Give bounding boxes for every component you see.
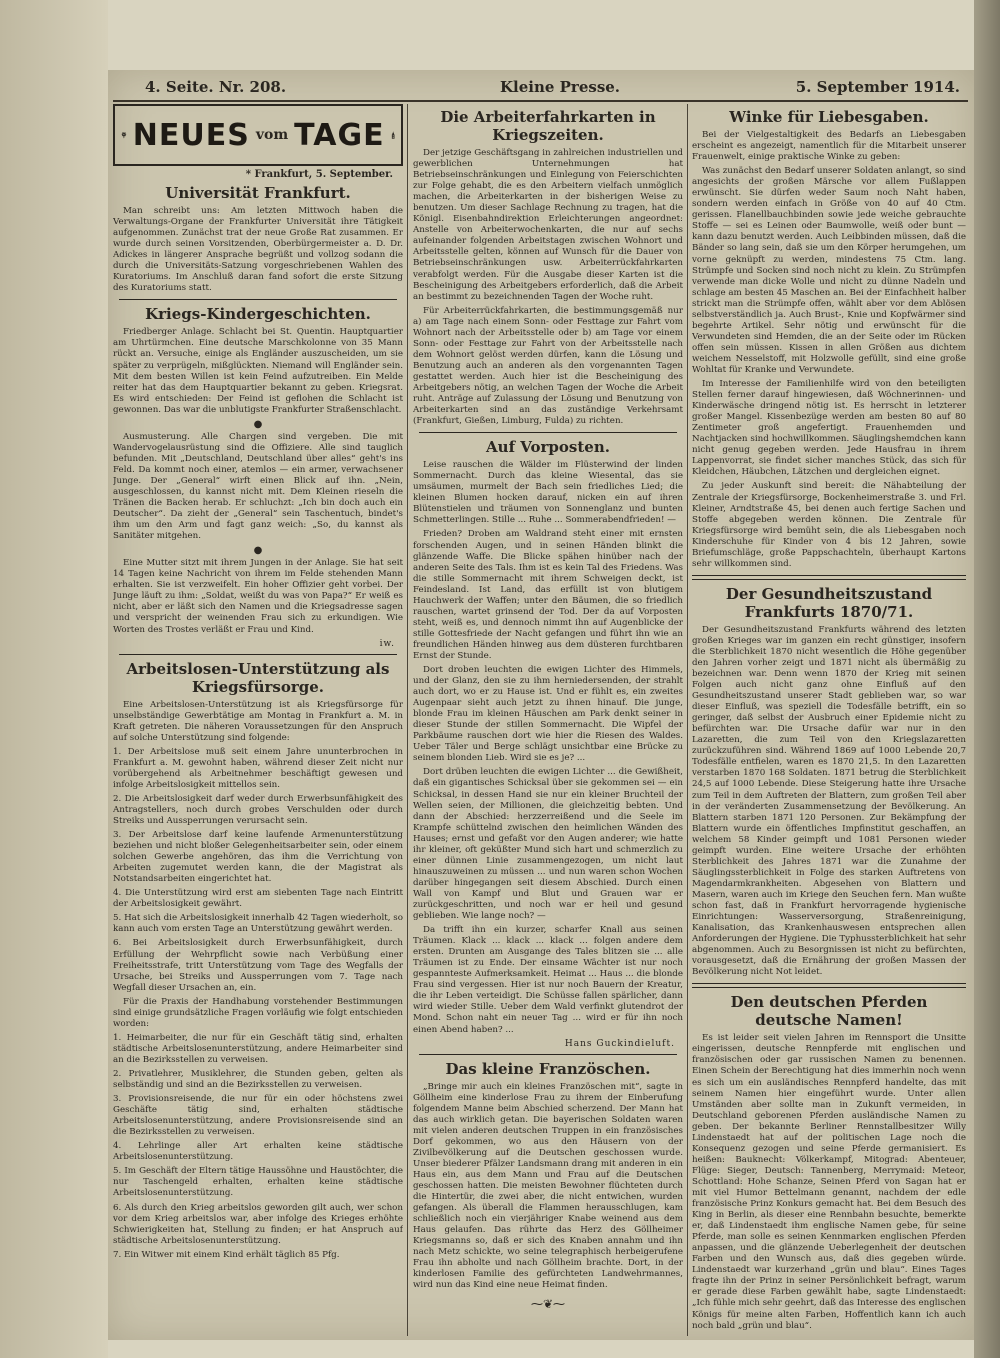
dateline: * Frankfurt, 5. September. — [245, 169, 393, 180]
article-title: Die Arbeiterfahrkarten in Kriegszeiten. — [440, 108, 656, 144]
cathedral-icon — [391, 109, 395, 161]
article-title: Kriegs-Kindergeschichten. — [145, 305, 371, 324]
divider — [119, 299, 397, 300]
list-item: 5. Hat sich die Arbeitslosigkeit innerhalb 42 Tagen wiederholt, so kann auch vom ersten Tage an Unterstützung gewährt werden. — [113, 913, 403, 935]
list-item: 4. Lehrlinge aller Art erhalten keine städtische Arbeitslosenunterstützung. — [113, 1141, 403, 1163]
bullet-separator: ● — [253, 545, 263, 557]
article-paragraph: Man schreibt uns: Am letzten Mittwoch haben die Verwaltungs-Organe der Frankfurter Universität ihre Tätigkeit aufgenommen. Zunächst trat der neue Große Rat zusammen. Er wurde durch seinen Vorsitzenden, Oberbürgermeister a. D. Dr. Adickes in längerer Ansprache begrüßt und vollzog sodann die durch die Universitäts-Satzung vorgeschriebenen Wahlen des Kuratoriums. Im Anschluß daran fand sofort die erste Sitzung des Kuratoriums statt. — [113, 206, 403, 294]
article-paragraph: Bei der Vielgestaltigkeit des Bedarfs an Liebesgaben erscheint es angezeigt, namentlich für die Mitarbeit unserer Frauenwelt, einige praktische Winke zu geben: — [692, 130, 966, 163]
book-binding — [0, 0, 108, 1358]
article-paragraph: Friedberger Anlage. Schlacht bei St. Quentin. Hauptquartier am Uhrtürmchen. Eine deutsche Marschkolonne von 35 Mann rückt an. Versuche, einige als Engländer auszuscheiden, um sie später zu verprügeln, mißglückten. Niemand will Engländer sein. Mit dem besten Willen ist kein Feind aufzutreiben. Ein Melde reiter hat das dem Hauptquartier bekannt zu geben. Kriegsrat. Es wird entschieden: Der Feind ist geflohen die Schlacht ist gewonnen. Das war die unblutigste Frankfurter Straßenschlacht. — [113, 327, 403, 415]
page-header — [145, 78, 960, 100]
list-item: 4. Die Unterstützung wird erst am siebenten Tage nach Eintritt der Arbeitslosigkeit gewährt. — [113, 888, 403, 910]
article-paragraph: Für Arbeiterrückfahrkarten, die bestimmungsgemäß nur a) am Tage nach einem Sonn- oder Festtage zur Fahrt vom Wohnort nach der Arbeitsstelle oder b) am Tage vor einem Sonn- oder Festtage zur Fahrt von der Arbeitsstelle nach dem Wohnort gelöst werden dürfen, kann die Lösung und Benutzung auch an anderen als den vorgenannten Tagen gestattet werden. Auch hier ist die Bescheinigung des Arbeitgebers nötig, an welchen Tagen der Woche die Arbeit ruht. Anträge auf Zulassung der Lösung und Benutzung von Arbeiterkarten sind an das zuständige Verkehrsamt (Frankfurt, Gießen, Limburg, Fulda) zu richten. — [413, 305, 683, 427]
masthead-vom: vom — [255, 127, 289, 143]
divider — [419, 1054, 677, 1055]
list-item: 3. Provisionsreisende, die nur für ein oder höchstens zwei Geschäfte tätig sind, erhalten städtische Arbeitslosenunterstützung, andere Provisionsreisende sind an die Bezirksstellen zu verweisen. — [113, 1094, 403, 1138]
divider — [119, 654, 397, 655]
column-1 — [113, 104, 403, 1336]
column-divider — [687, 104, 688, 1336]
article-paragraph: Leise rauschen die Wälder im Flüsterwind der linden Sommernacht. Durch das kleine Wiesental, das sie umsäumen, murmelt der Bach sein friedliches Lied; die kleinen Blumen hocken darauf, nicken ein auf ihren Blütenstielen und träumen von Sonnenglanz und bunten Schmetterlingen. Stille ... Ruhe ... Sommerabendfrieden! — — [413, 460, 683, 526]
article-title: Arbeitslosen-Unterstützung als Kriegsfürsorge. — [126, 659, 390, 696]
article-title: Der Gesundheitszustand Frankfurts 1870/71. — [725, 584, 933, 621]
list-item: 3. Der Arbeitslose darf keine laufende Armenunterstützung beziehen und nicht bloßer Gelegenheitsarbeiter sein, oder einem solchen Gewerbe angehören, das ihm die Verrichtung von Arbeiten zugemutet werden kann, die der Magistrat als Notstandsarbeiten eingerichtet hat. — [113, 830, 403, 885]
article-title: Winke für Liebesgaben. — [729, 108, 929, 126]
article-title: Das kleine Französchen. — [445, 1059, 651, 1078]
article-paragraph: „Bringe mir auch ein kleines Französchen mit“, sagte in Göllheim eine kinderlose Frau zu ihrem der Einberufung folgendem Manne beim Abschied scherzend. Der Mann hat das auch wirklich getan. Die bayerischen Soldaten waren mit vielen anderen deutschen Truppen in ein französisches Dorf gekommen, wo aus den Häusern von der Zivilbevölkerung auf die Deutschen geschossen wurde. Unser biederer Pfälzer Landsmann drang mit anderen in ein Haus ein, aus dem Mann und Frau auf die Deutschen geschossen hatten. Die meisten Bewohner flüchteten durch die Hintertür, die zwei aber, die nicht entwichen, wurden gefangen. Als überall die Flammen herausschlugen, kam schließlich noch ein vierjähriger Knabe weinend aus dem Haus gelaufen. Das rührte das Herz des Göllheimer Kriegsmanns so, daß er sich des Knaben annahm und ihn nach Metz schickte, wo seine telegraphisch herbeigerufene Frau ihn abholte und nach Göllheim brachte. Dort, in der kinderlosen Familie des gefürchteten Landwehrmannes, wird nun das Kind eine neue Heimat finden. — [413, 1081, 683, 1291]
divider — [692, 983, 966, 988]
page-edge — [974, 0, 1000, 1358]
article-paragraph: Der jetzige Geschäftsgang in zahlreichen industriellen und gewerblichen Unternehmungen hat Betriebseinschränkungen und Einlegung von Feierschichten zur Folge gehabt, die es den Arbeitern vielfach unmöglich machen, die Arbeiterkarten in der bisherigen Weise zu benutzen. Um dieser Sachlage Rechnung zu tragen, hat die Königl. Eisenbahndirektion Erleichterungen angeordnet: Anstelle von Arbeiterwochenkarten, die nur auf sechs aufeinander folgenden Arbeitstagen zwischen Wohnort und Arbeitsstelle gelten, können auf Wunsch für die Dauer von Betriebseinschränkungen usw. Arbeiterrückfahrkarten verabfolgt werden. Für die Ausgabe dieser Karten ist die Bescheinigung des Arbeitgebers erforderlich, daß die Arbeit an bestimmt zu bezeichnenden Tagen der Woche ruht. — [413, 148, 683, 302]
column-divider — [407, 104, 408, 1336]
article-paragraph: Ausmusterung. Alle Chargen sind vergeben. Die mit Wandervogelausrüstung sind die Offiziere. Alle sind tauglich befunden. Mit „Deutschland, Deutschland über alles“ geht's ins Feld. Da kommt noch einer, atemlos — ein armer, verwachsener Junge. Der „General“ wirft einen Blick auf ihn. „Nein, ausgeschlossen, du kannst nicht mit. Dem Kleinen rieseln die Tränen die Backen herab. Er schluchzt: „Ich bin doch auch ein Deutscher“. Da zieht der „General“ sein Taschentuch, bindet's ihm um den Arm und fagt ganz weich: „So, du kannst als Sanitäter mitgehen. — [113, 431, 403, 542]
article-signature: Hans Guckindieluft. — [564, 1038, 675, 1049]
article-paragraph: Es ist leider seit vielen Jahren im Rennsport die Unsitte eingerissen, deutsche Rennpferde mit englischen und französischen oder gar russischen Namen zu benennen. Einen Schein der Berechtigung hat dies immerhin noch wenn es sich um ein ausländisches Rennpferd handelte, das mit seinem Namen hier eingeführt wurde. Unter allen Umständen aber sollte man in Zukunft vermeiden, in Deutschland geborenen Pferden ausländische Namen zu geben. Der bekannte Berliner Rennstallbesitzer Willy Lindenstaedt hat auf der politischen Lage noch die Konsequenz gezogen und seine Pferde germanisiert. Es heißen: Bauknecht: Völkerkampf, Mitograd: Abenteuer, Flüge: Sieger, Deutsch: Tannenberg, Merrymaid: Meteor, Schottland: Hohe Schanze, Seinen Pferd von Sagan hat er mit viel Humor Bettelmann genannt, nachdem der edle französische Prinz Konkurs gemacht hat. Bei dem Besuch des King in Berlin, als dieser eine Rennbahn besuchte, bemerkte er, daß Lindenstaedt ihm englische Namen gebe, für seine Pferde, man solle es seinen Kennmarken englischen Pferden anpassen, und die glänzende Ueberlegenheit der deutschen Farben und den Wunsch aus, daß dies gegeben würde. Lindenstaedt war kurzerhand „grün und blau“. Eines Tages fragte ihn der Prinz in seiner Persönlichkeit befragt, warum er gerade diese Farben gewählt habe, sagte Lindenstaedt: „Ich fühle mich sehr geehrt, daß das Interesse des englischen Königs für meine alten Farben, Hoffentlich kann ich auch noch bald „grün und blau“. — [692, 1033, 966, 1331]
header-date: 5. September 1914. — [795, 78, 960, 96]
masthead-title: NEUES — [132, 117, 250, 153]
divider — [419, 432, 677, 433]
column-2 — [413, 104, 683, 1336]
masthead-tage: TAGE — [294, 117, 385, 153]
article-paragraph: Für die Praxis der Handhabung vorstehender Bestimmungen sind einige grundsätzliche Fragen vorläufig wie folgt entschieden worden: — [113, 996, 403, 1029]
list-item: 1. Der Arbeitslose muß seit einem Jahre ununterbrochen in Frankfurt a. M. gewohnt haben, während dieser Zeit nicht nur vorübergehend als Arbeitnehmer beschäftigt gewesen und infolge Arbeitslosigkeit mittellos sein. — [113, 746, 403, 790]
list-item: 5. Im Geschäft der Eltern tätige Haussöhne und Haustöchter, die nur Taschengeld erhalten, erhalten keine städtische Arbeitslosenunterstützung. — [113, 1166, 403, 1199]
article-title: Den deutschen Pferden deutsche Namen! — [730, 993, 928, 1030]
eagle-icon — [121, 110, 127, 160]
list-item: 1. Heimarbeiter, die nur für ein Geschäft tätig sind, erhalten städtische Arbeitslosenunterstützung, andere Heimarbeiter sind an die Bezirksstellen zu verweisen. — [113, 1032, 403, 1065]
header-paper-name: Kleine Presse. — [500, 78, 621, 96]
article-paragraph: Dort droben leuchten die ewigen Lichter des Himmels, und der Glanz, den sie zu ihm herniedersenden, der strahlt auch dort, wo er zu Hause ist. Und er fühlt es, ein zweites Augenpaar sieht auch jetzt zu ihnen hinauf. Die junge, blonde Frau im kleinen Häuschen am Park denkt seiner in dieser Stunde der stillen Sommernacht. Die Wipfel der Parkbäume rauschen dort wie hier die Riesen des Waldes. Ueber Täler und Berge schlägt unsichtbar eine Brücke zu seinem blonden Lieb. Wird sie es je? ... — [413, 665, 683, 764]
header-page-number: 4. Seite. Nr. 208. — [145, 78, 287, 96]
article-title: Auf Vorposten. — [486, 438, 610, 457]
article-paragraph: Zu jeder Auskunft sind bereit: die Nähabteilung der Zentrale der Kriegsfürsorge, Bockenheimerstraße 3. und Frl. Kleiner, Arndtstraße 45, bei denen auch fertige Sachen und Stoffe abgegeben werden können. Die Zentrale für Kriegsfürsorge wird bemüht sein, die als Liebesgaben noch Kinderschuhe für Kinder von 4 bis 12 Jahren, sowie Briefumschläge, große Pappschachteln, überhaupt Kartons sehr willkommen sind. — [692, 481, 966, 569]
article-paragraph: Frieden? Droben am Waldrand steht einer mit ernsten forschenden Augen, und in seinen Händen blinkt die glänzende Waffe. Die Blicke spähen hinüber nach der anderen Seite des Tals. Ihm ist es kein Tal des Friedens. Was die stille Sommernacht mit ihrem Schweigen deckt, ist Feindesland. Ist Land, das erfüllt ist von blutigem Hauchwerk der Waffen; unter den Bäumen, die so friedlich rauschen, wartet grinsend der Tod. Der da auf Vorposten steht, weiß es, und dennoch nimmt ihn auf Augenblicke der stille Gottesfriede der Nacht gefangen und führt ihn wie an freundlichen Händen hinweg aus dem düsteren furchtbaren Ernst der Stunde. — [413, 529, 683, 661]
article-paragraph: Was zunächst den Bedarf unserer Soldaten anlangt, so sind angesichts der großen Märsche vor allem Fußlappen erwünscht. Sie dürfen weder Saum noch Naht haben, sondern werden einfach in Größe von 40 auf 40 Ctm. gerissen. Flanellbauchbinden sowie jede weiche gebrauchte Stoffe — sei es Leinen oder Baumwolle, weiß oder bunt — kann dazu benutzt werden. Auch Leibbinden müssen, daß die Bänder so lang sein, daß sie um den Körper herumgehen, um vorne geknüpft zu werden, mindestens 75 Ctm. lang. Strümpfe und Socken sind noch nicht zu klein. Zu Strümpfen verwende man dicke Wolle und nicht zu dünne Nadeln und schlage am besten 45 Maschen an. Bei der Einfachheit halber strickt man die Strümpfe offen, wählt aber vor dem Ablösen selbstverständlich ja. Auch Brust-, Knie und Kopfwärmer sind begehrte Artikel. Sehr nötig und erwünscht für die Verwundeten sind Hemden, die an der Seite oder im Rücken offen sein müssen. Kissen in allen Größen aus dichtem weichem Nesselstoff, mit Holzwolle gefüllt, sind eine große Wohltat für Kranke und Verwundete. — [692, 166, 966, 375]
article-paragraph: Dort drüben leuchten die ewigen Lichter ... die Gewißheit, daß ein gigantisches Schicksal über sie gekommen sei — ein Schicksal, in dessen Hand sie nur ein kleiner Bruchteil der Wellen seien, der Millionen, die gleichzeitig bebten. Und dann der Abschied: herzzerreißend und die Seele im Krampfe schüttelnd zwischen den heimlichen Wänden des Hauses; ernst und gefaßt vor den Augen anderer; wie hatte ihr kleiner, oft geküßter Mund sich hart und schmerzlich zu einer dünnen Linie zusammengezogen, um nicht laut hinauszuweinen zu müssen ... und nun waren schon Wochen darüber hingegangen seit diesem Abschied. Durch einen Wall von Kampf und Blut und Grauen war er zurückgeschritten, und noch war er heil und gesund geblieben. Wie lange noch? — — [413, 767, 683, 922]
article-paragraph: Im Interesse der Familienhilfe wird von den beteiligten Stellen ferner darauf hingewiesen, daß Wöchnerinnen- und Kinderwäsche dringend nötig ist. Es herrscht in letzterer großer Mangel. Kissenbezüge werden am besten 80 auf 80 Zentimeter groß angefertigt. Frauenhemden und Nachtjacken sind hochwillkommen. Säuglingshemdchen kann nicht genug gegeben werden. Jede Hausfrau in ihrem Lappenvorrat, sie findet sicher manches Stück, das sich für Kleidchen, Häubchen, Lätzchen und dergleichen eignet. — [692, 379, 966, 478]
article-paragraph: Eine Mutter sitzt mit ihrem Jungen in der Anlage. Sie hat seit 14 Tagen keine Nachricht von ihrem im Felde stehenden Mann erhalten. Sie ist verzweifelt. Ein hoher Offizier geht vorbei. Der Junge läuft zu ihm: „Soldat, weißt du was von Papa?“ Er weiß es nicht, aber er läßt sich den Namen und die Kriegsadresse sagen und verspricht der weinenden Frau sich zu erkundigen. Wie Worten des Trostes verläßt er Frau und Kind. — [113, 558, 403, 635]
ornament-icon: ⁓❦⁓ — [530, 1297, 566, 1312]
list-item: 6. Als durch den Krieg arbeitslos geworden gilt auch, wer schon vor dem Krieg arbeitslos war, aber infolge des Krieges erhöhte Schwierigkeiten hat, Stellung zu finden; er hat Anspruch auf städtische Arbeitslosenunterstützung. — [113, 1202, 403, 1246]
article-signature: iw. — [379, 638, 395, 649]
article-paragraph: Eine Arbeitslosen-Unterstützung ist als Kriegsfürsorge für unselbständige Gewerbtätige am Montag in Frankfurt a. M. in Kraft getreten. Die näheren Voraussetzungen für den Anspruch auf solche Unterstützung sind folgende: — [113, 699, 403, 743]
divider — [692, 575, 966, 580]
article-title: Universität Frankfurt. — [165, 184, 351, 202]
section-masthead — [113, 104, 403, 166]
list-item: 6. Bei Arbeitslosigkeit durch Erwerbsunfähigkeit, durch Erfüllung der Wehrpflicht sowie nach Verbüßung einer Freiheitsstrafe, tritt Unterstützung vom Tage des Wegfalls der Ursache, bei Streiks und Aussperrungen vom 7. Tage nach Wegfall dieser Ursachen an, ein. — [113, 938, 403, 993]
column-3 — [692, 104, 966, 1336]
list-item: 2. Privatlehrer, Musiklehrer, die Stunden geben, gelten als selbständig und sind an die Bezirksstellen zu verweisen. — [113, 1069, 403, 1091]
article-paragraph: Der Gesundheitszustand Frankfurts während des letzten großen Krieges war im ganzen ein recht günstiger, insofern die Sterblichkeit 1870 nicht wesentlich die Höhe gegenüber den Jahren vorher zeigt und 1871 nicht als übermäßig zu bezeichnen war. Denn wenn 1870 der Krieg mit seinen Folgen auch nicht ganz ohne Einfluß auf den Gesundheitszustand unserer Stadt geblieben war, so war dieser Einfluß, was speziell die Todesfälle betrifft, ein so geringer, daß selbst der Ausbruch einer Epidemie nicht zu befürchten war. Die Ursache dafür war nur in den Lazaretten, die zum Teil von den Kriegslazaretten zurückzuführen sind. Während 1869 auf 1000 Lebende 20,7 Todesfälle entfielen, waren es 1870 21,5. In den Lazaretten verstarben 1870 168 Soldaten. 1871 betrug die Sterblichkeit 24,5 auf 1000 Lebende. Diese Steigerung hatte ihre Ursache zum Teil in dem Auftreten der Blattern, zum großen Teil aber in der veränderten Zusammensetzung der Bevölkerung. An Blattern starben 1871 120 Personen. Zur Bekämpfung der Blattern wurde ein öffentliches Impfinstitut geschaffen, an welchem 58 Kinder geimpft und 1081 Personen wieder geimpft wurden. Eine weitere Ursache der erhöhten Sterblichkeit des Jahres 1871 war die Zunahme der Säuglingssterblichkeit in Folge des starken Auftretens von Magendarmkrankheiten. Abgesehen von Blattern und Masern, waren auch im Kriege den Seuchen fern. Man wußte schon fast, daß in Frankfurt hervorragende hygienische Einrichtungen: Wasserversorgung, Straßenreinigung, Kanalisation, das Krankenhauswesen entsprechen allen Anforderungen der Hygiene. Die Typhussterblichkeit hat sehr abgenommen. Auch zu Besorgnissen ist nicht zu befürchten, vorausgesetzt, daß die Ernährung der großen Massen der Bevölkerung nicht Not leidet. — [692, 624, 966, 978]
header-rule — [113, 100, 968, 102]
article-paragraph: Da trifft ihn ein kurzer, scharfer Knall aus seinen Träumen. Klack ... klack ... klack ... folgen andere dem ersten. Drunten am Ausgange des Tales blitzen sie ... alle Träumen ist zu Ende. Der einsame Wächter ist nur noch gespannteste Aufmerksamkeit. Heimat ... Haus ... die blonde Frau sind vergessen. Hier ist nur noch Bauern der Kreatur, die ihr Leben verteidigt. Die Schüsse fallen spärlicher, dann wird wieder Stille. Ueber dem Wald verfinkt glutendrot der Mond. Schon naht ein neuer Tag ... wird er für ihn noch einen Abend haben? ... — [413, 925, 683, 1035]
list-item: 7. Ein Witwer mit einem Kind erhält täglich 85 Pfg. — [113, 1249, 340, 1260]
list-item: 2. Die Arbeitslosigkeit darf weder durch Erwerbsunfähigkeit des Antragstellers, noch durch grobes Verschulden oder durch Streiks und Aussperrungen verursacht sein. — [113, 793, 403, 827]
bullet-separator: ● — [253, 418, 263, 430]
